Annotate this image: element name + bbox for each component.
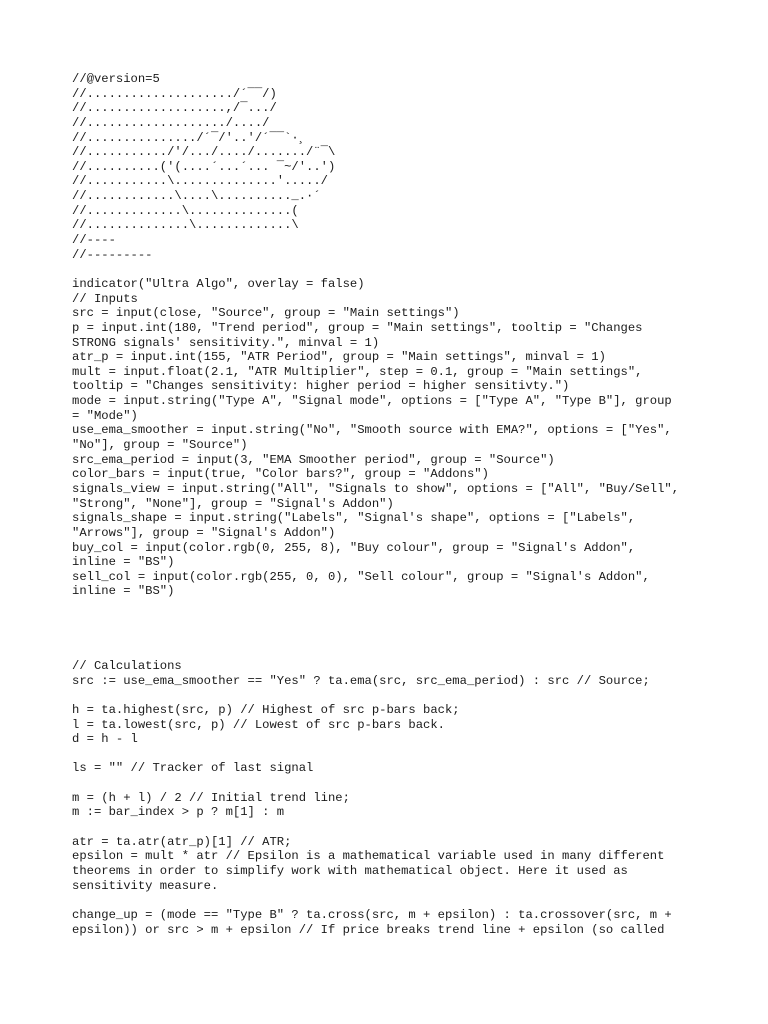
code-line bbox=[72, 747, 712, 762]
code-line: mult = input.float(2.1, "ATR Multiplier", step = 0.1, group = "Main settings", bbox=[72, 364, 643, 379]
code-line: epsilon = mult * atr // Epsilon is a mathematical variable used in many different bbox=[72, 849, 665, 864]
code-line: p = input.int(180, "Trend period", group = "Main settings", tooltip = "Changes bbox=[72, 320, 643, 335]
code-line: sell_col = input(color.rgb(255, 0, 0), "Sell colour", group = "Signal's Addon", bbox=[72, 569, 650, 584]
code-line: epsilon)) or src > m + epsilon // If price breaks trend line + epsilon (so called bbox=[72, 922, 665, 937]
code-line: "Strong", "None"], group = "Signal's Addon") bbox=[72, 496, 394, 511]
code-line: src_ema_period = input(3, "EMA Smoother period", group = "Source") bbox=[72, 452, 555, 467]
code-line: //...................,/¯.../ bbox=[72, 101, 277, 116]
code-line: ls = "" // Tracker of last signal bbox=[72, 761, 314, 776]
code-line: indicator("Ultra Algo", overlay = false) bbox=[72, 277, 365, 291]
code-line: //.........../'/.../..../......./¨¯\ bbox=[72, 145, 336, 160]
code-line: STRONG signals' sensitivity.", minval = 1) bbox=[72, 335, 380, 350]
code-line: d = h - l bbox=[72, 732, 138, 747]
code-line: theorems in order to simplify work with mathematical object. Here it used as bbox=[72, 863, 628, 878]
version-and-ascii-header bbox=[72, 72, 712, 262]
code-line: mode = input.string("Type A", "Signal mode", options = ["Type A", "Type B"], group bbox=[72, 394, 672, 409]
code-line: "Arrows"], group = "Signal's Addon") bbox=[72, 525, 336, 540]
code-line: // Inputs bbox=[72, 291, 138, 306]
inputs-section bbox=[72, 277, 712, 599]
code-line: // Calculations bbox=[72, 659, 182, 673]
code-line: change_up = (mode == "Type B" ? ta.cross(src, m + epsilon) : ta.crossover(src, m + bbox=[72, 907, 672, 922]
code-line: src = input(close, "Source", group = "Main settings") bbox=[72, 306, 460, 321]
code-line bbox=[72, 820, 712, 835]
code-line: l = ta.lowest(src, p) // Lowest of src p-bars back. bbox=[72, 717, 445, 732]
code-line: inline = "BS") bbox=[72, 555, 175, 570]
code-line: //..........('(....´...´... ¯~/'..') bbox=[72, 159, 336, 174]
code-line: = "Mode") bbox=[72, 408, 138, 423]
code-line: //.................../..../ bbox=[72, 115, 270, 130]
code-line: //.............../´¯/'..'/´¯¯`·¸ bbox=[72, 130, 307, 145]
code-line: tooltip = "Changes sensitivity: higher period = higher sensitivty.") bbox=[72, 379, 570, 394]
code-line: //---- bbox=[72, 233, 116, 248]
code-line: color_bars = input(true, "Color bars?", group = "Addons") bbox=[72, 467, 489, 482]
code-line: //@version=5 bbox=[72, 72, 160, 86]
code-line: inline = "BS") bbox=[72, 584, 175, 599]
code-line bbox=[72, 776, 712, 791]
code-line bbox=[72, 893, 712, 908]
calculations-section bbox=[72, 659, 712, 937]
code-line: h = ta.highest(src, p) // Highest of src p-bars back; bbox=[72, 702, 460, 717]
code-line: signals_shape = input.string("Labels", "Signal's shape", options = ["Labels", bbox=[72, 511, 636, 526]
code-line: sensitivity measure. bbox=[72, 878, 219, 893]
code-line: //..................../´¯¯/) bbox=[72, 86, 277, 101]
code-line: m := bar_index > p ? m[1] : m bbox=[72, 805, 285, 820]
code-line: //--------- bbox=[72, 247, 153, 262]
code-line: //............\....\.........._.·´ bbox=[72, 189, 321, 204]
code-line bbox=[72, 688, 712, 703]
code-line: src := use_ema_smoother == "Yes" ? ta.ema(src, src_ema_period) : src // Source; bbox=[72, 673, 650, 688]
code-line: signals_view = input.string("All", "Signals to show", options = ["All", "Buy/Sell", bbox=[72, 481, 680, 496]
code-line: //...........\..............'...../ bbox=[72, 174, 328, 189]
code-line: "No"], group = "Source") bbox=[72, 438, 248, 453]
code-line: atr = ta.atr(atr_p)[1] // ATR; bbox=[72, 834, 292, 849]
code-line: atr_p = input.int(155, "ATR Period", group = "Main settings", minval = 1) bbox=[72, 350, 606, 365]
code-line: //.............\..............( bbox=[72, 203, 299, 218]
code-line: use_ema_smoother = input.string("No", "Smooth source with EMA?", options = ["Yes", bbox=[72, 423, 672, 438]
code-line: m = (h + l) / 2 // Initial trend line; bbox=[72, 790, 350, 805]
code-line: buy_col = input(color.rgb(0, 255, 8), "Buy colour", group = "Signal's Addon", bbox=[72, 540, 636, 555]
code-line: //..............\.............\ bbox=[72, 218, 299, 233]
